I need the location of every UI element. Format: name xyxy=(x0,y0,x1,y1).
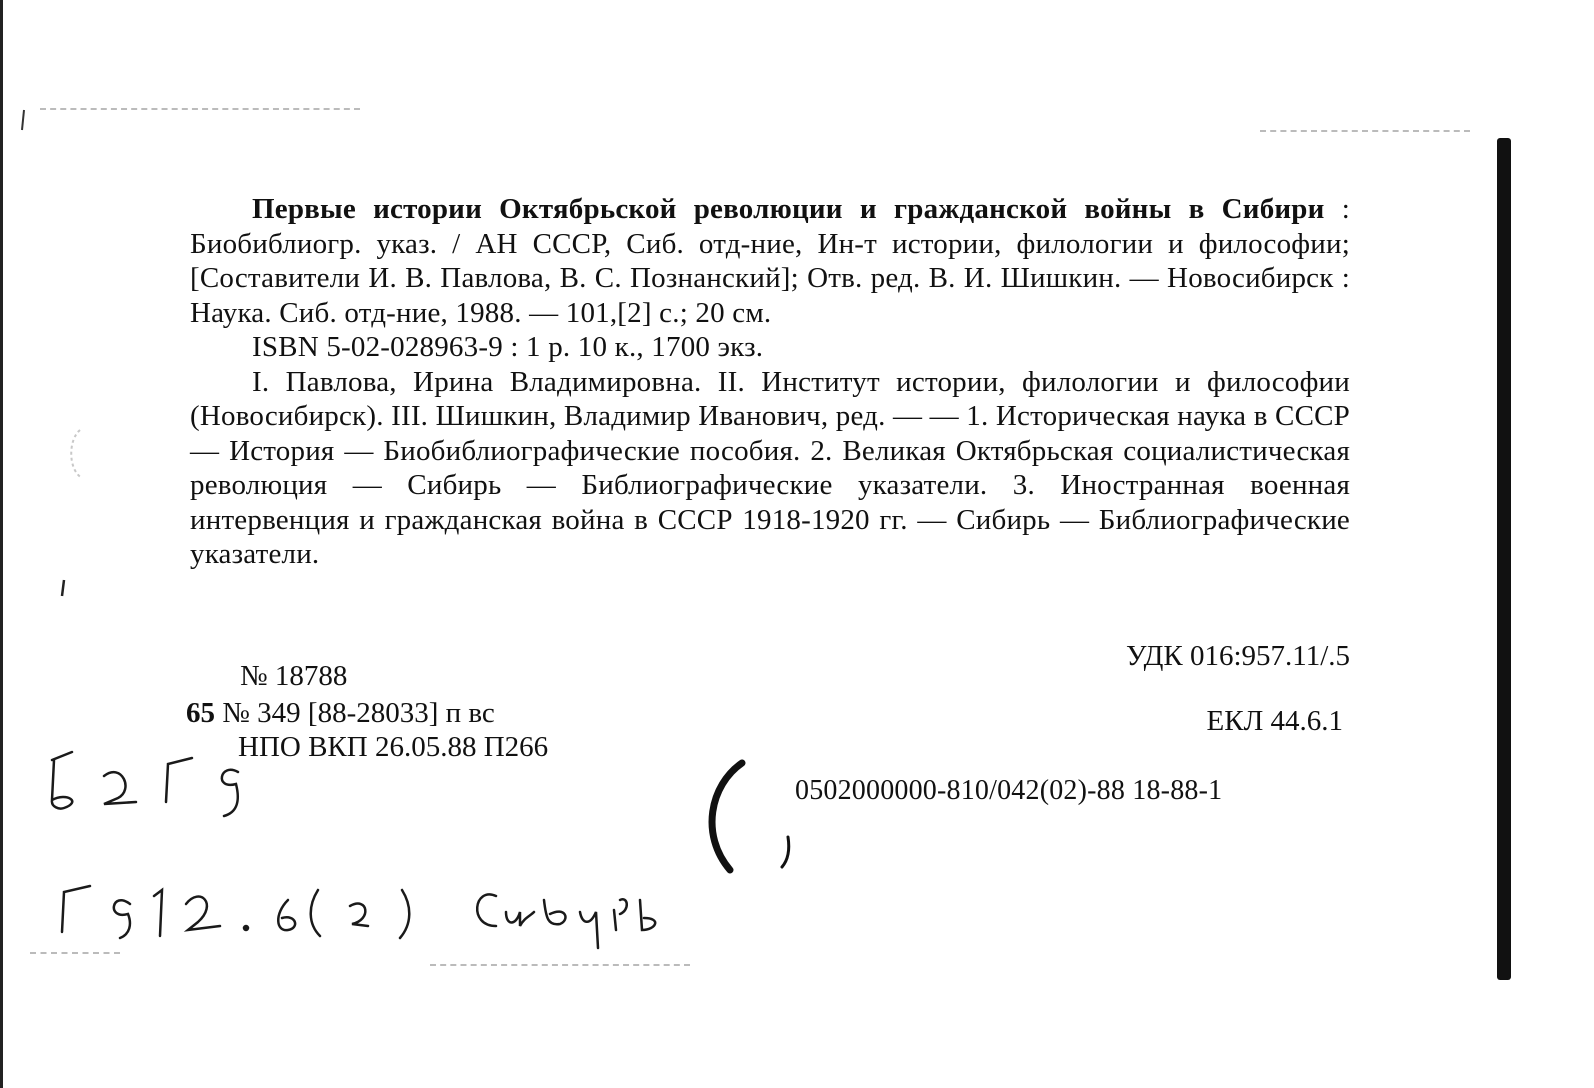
bottom-dashed-line-mid xyxy=(430,964,690,967)
ekl-code: ЕКЛ 44.6.1 xyxy=(1206,705,1343,737)
faint-pencil-mark xyxy=(60,420,100,490)
npo-line: НПО ВКП 26.05.88 П266 xyxy=(238,731,549,763)
book-title: Первые истории Октябрьской революции и гражданской войны в Сибири xyxy=(252,193,1325,225)
top-dashed-line-right xyxy=(1260,130,1470,133)
publication-details: : Биобиблиогр. указ. / АН СССР, Сиб. отд-ние, Ин-т истории, филологии и философии; [Составители И. В. Павлова, В. С. Познанский]; Отв. ред. В. И. Шишкин. — Новосибирск : Наука. Сиб. отд-ние, 1988. — 101,[2] с.; 20 см. xyxy=(190,193,1350,329)
handwritten-shelf-mark xyxy=(42,742,262,822)
left-border-line xyxy=(0,0,3,1088)
udk-code: УДК 016:957.11/.5 xyxy=(1125,640,1350,672)
stray-pencil-mark-mid xyxy=(58,578,68,598)
order-details: № 349 [88-28033] п вс xyxy=(215,697,495,729)
top-dashed-line xyxy=(40,108,360,111)
isbn-line: ISBN 5-02-028963-9 : 1 р. 10 к., 1700 экз. xyxy=(252,331,764,363)
handwritten-bracket xyxy=(690,755,810,885)
right-black-bar xyxy=(1497,138,1511,980)
publisher-code: 0502000000-810/042(02)-88 18-88-1 xyxy=(795,775,1223,806)
card-number: № 18788 xyxy=(240,660,348,692)
order-prefix: 65 xyxy=(186,697,215,729)
order-line xyxy=(186,697,495,730)
stray-pencil-mark-top xyxy=(18,108,28,132)
bottom-dashed-line-left xyxy=(30,952,120,955)
handwritten-class-mark xyxy=(50,860,670,950)
bibliographic-description xyxy=(190,192,1350,572)
title-paragraph xyxy=(190,192,1350,330)
subject-headings: I. Павлова, Ирина Владимировна. II. Институт истории, филологии и философии (Новосибирск). III. Шишкин, Владимир Иванович, ред. — — 1. Историческая наука в СССР — История — Биобиблиографические пособия. 2. Великая Октябрьская социалистическая революция — Сибирь — Библиографические указатели. 3. Иностранная военная интервенция и гражданская война в СССР 1918-1920 гг. — Сибирь — Библиографические указатели. xyxy=(190,365,1350,570)
